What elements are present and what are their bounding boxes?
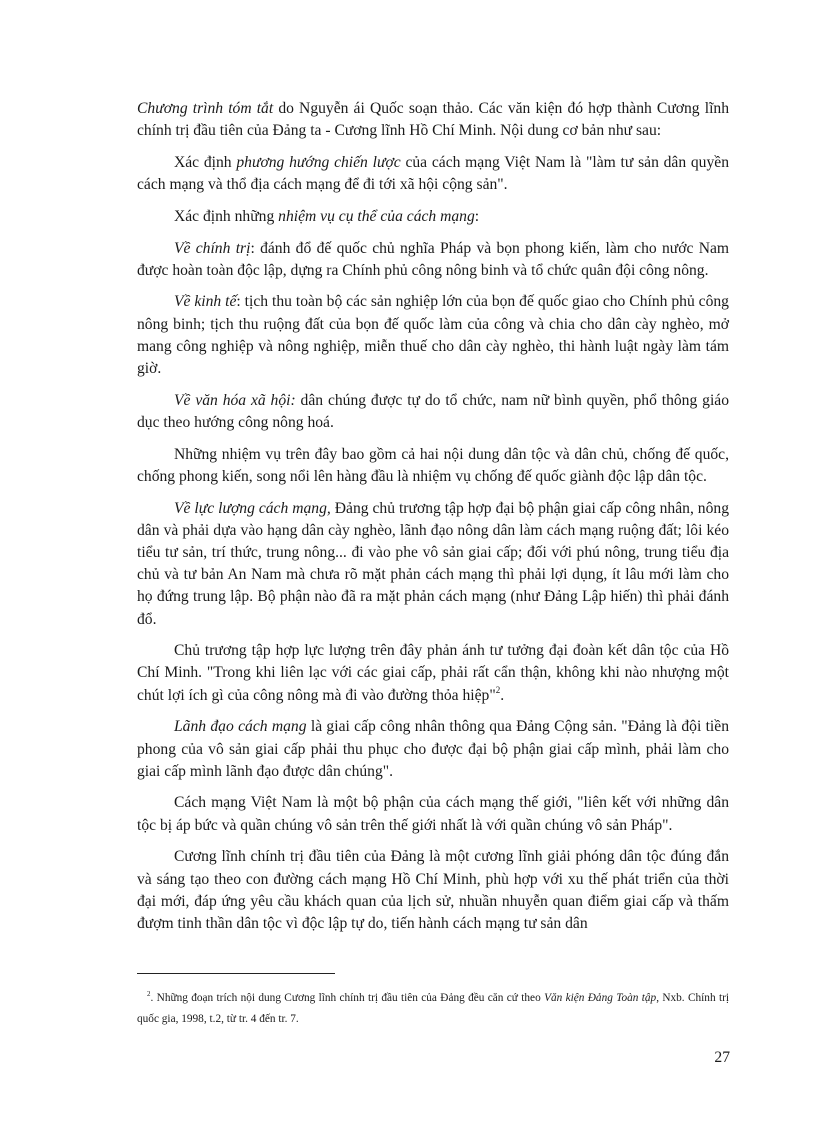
paragraph-text: Đảng chủ trương tập hợp đại bộ phận giai cấp công nhân, nông dân và phải dựa vào hạng dân cày nghèo, lãnh đạo nông dân làm cách mạng ruộng đất; lôi kéo tiểu tư sản, trí thức, trung nông... đi vào phe vô sản giai cấp; đối với phú nông, trung tiểu địa chủ và tư bản An Nam mà chưa rõ mặt phản cách mạng thì phải lợi dụng, ít lâu mới làm cho họ đứng trung lập. Bộ phận nào đã ra mặt phản cách mạng (như Đảng Lập hiến) thì phải đánh đổ. <box>137 499 729 628</box>
paragraph-text: của cách mạng Việt Nam là "làm tư sản dân quyền cách mạng và thổ địa cách mạng để đi tới xã hội cộng sản". <box>137 153 729 194</box>
paragraph-text: Cương lĩnh chính trị đầu tiên của Đảng là một cương lĩnh giải phóng dân tộc đúng đắn và sáng tạo theo con đường cách mạng Hồ Chí Minh, phù hợp với xu thế phát triển của thời đại mới, đáp ứng yêu cầu khách quan của lịch sử, nhuần nhuyễn quan điểm giai cấp và thấm đượm tinh thần dân tộc vì độc lập tự do, tiến hành cách mạng tư sản dân <box>137 848 729 932</box>
paragraph-text: : tịch thu toàn bộ các sản nghiệp lớn của bọn đế quốc giao cho Chính phủ công nông binh; tịch thu ruộng đất của bọn đế quốc làm của công và chia cho dân cày nghèo, mở mang công nghiệp và nông nghiệp, miễn thuế cho dân cày nghèo, thi hành luật ngày làm tám giờ. <box>137 293 729 378</box>
paragraph <box>137 498 729 631</box>
paragraph-text: . <box>500 686 505 704</box>
italic-heading: Lãnh đạo cách mạng <box>174 718 307 736</box>
paragraph-text: : <box>474 207 480 225</box>
italic-heading: Về kinh tế <box>174 293 237 311</box>
paragraph-text: Chủ trương tập hợp lực lượng trên đây phản ánh tư tưởng đại đoàn kết dân tộc của Hồ Chí Minh. "Trong khi liên lạc với các giai cấp, phải rất cẩn thận, không khi nào nhượng một chút lợi ích gì của công nông mà đi vào đường thỏa hiệp" <box>137 642 729 704</box>
paragraph <box>137 792 729 836</box>
italic-phrase: nhiệm vụ cụ thể của cách mạng <box>278 207 475 225</box>
body-text <box>137 98 729 945</box>
paragraph-text: Xác định <box>174 153 237 171</box>
paragraph-text: : đánh đổ đế quốc chủ nghĩa Pháp và bọn phong kiến, làm cho nước Nam được hoàn toàn độc lập, dựng ra Chính phủ công nông binh và tổ chức quân đội công nông. <box>137 239 730 279</box>
footnote-separator <box>137 973 335 974</box>
italic-phrase: phương hướng chiến lược <box>236 153 401 171</box>
italic-heading: Về lực lượng cách mạng, <box>174 499 331 517</box>
paragraph-text: dân chúng được tự do tổ chức, nam nữ bình quyền, phổ thông giáo dục theo hướng công nông hoá. <box>137 391 729 431</box>
paragraph <box>137 640 729 707</box>
italic-heading: Về chính trị <box>174 239 251 257</box>
footnote <box>137 988 729 1030</box>
page-number: 27 <box>714 1049 730 1066</box>
paragraph <box>137 238 729 282</box>
paragraph <box>137 291 729 380</box>
paragraph-text: do Nguyễn ái Quốc soạn thảo. Các văn kiện đó hợp thành Cương lĩnh chính trị đầu tiên của Đảng ta - Cương lĩnh Hồ Chí Minh. Nội dung cơ bản như sau: <box>137 100 729 140</box>
footnote-italic-title: Văn kiện Đảng Toàn tập <box>544 992 657 1004</box>
paragraph <box>137 206 729 228</box>
footnote-text: , Nxb. Chính trị quốc gia, 1998, t.2, từ tr. 4 đến tr. 7. <box>137 992 729 1025</box>
paragraph <box>137 98 729 142</box>
paragraph-text: Cách mạng Việt Nam là một bộ phận của cách mạng thế giới, "liên kết với những dân tộc bị áp bức và quần chúng vô sản trên thế giới nhất là với quần chúng vô sản Pháp". <box>137 794 729 834</box>
italic-heading: Về văn hóa xã hội: <box>174 391 296 409</box>
footnote-marker: 2 <box>147 990 151 998</box>
paragraph <box>137 390 729 434</box>
paragraph-text: Xác định những <box>174 207 279 225</box>
italic-phrase: Chương trình tóm tắt <box>137 100 274 117</box>
footnote-text: . Những đoạn trích nội dung Cương lĩnh chính trị đầu tiên của Đảng đều căn cứ theo <box>150 992 545 1004</box>
paragraph-text: là giai cấp công nhân thông qua Đảng Cộng sản. "Đảng là đội tiền phong của vô sản giai cấp phải thu phục cho được đại bộ phận giai cấp mình, phải làm cho giai cấp mình lãnh đạo được dân chúng". <box>137 718 729 780</box>
paragraph-text: Những nhiệm vụ trên đây bao gồm cả hai nội dung dân tộc và dân chủ, chống đế quốc, chống phong kiến, song nổi lên hàng đầu là nhiệm vụ chống đế quốc giành độc lập dân tộc. <box>137 445 729 485</box>
footnote-reference: 2 <box>495 684 501 695</box>
paragraph <box>137 846 729 935</box>
paragraph <box>137 444 729 488</box>
paragraph <box>137 716 729 783</box>
paragraph <box>137 152 729 196</box>
